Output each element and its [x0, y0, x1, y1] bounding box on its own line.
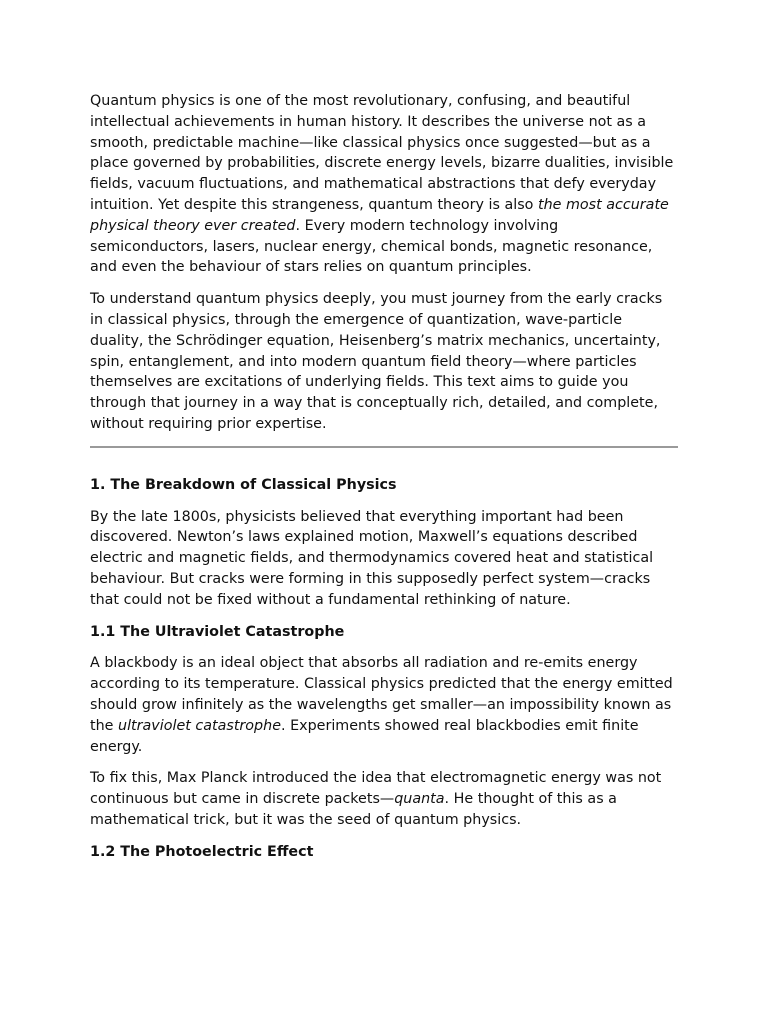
subsection-paragraph-2: To fix this, Max Planck introduced the idea that electromagnetic energy was not continuous but came in discrete packets—quanta. He thought of this as a mathematical trick, but it was the seed of quantum physics. [90, 770, 662, 828]
section-paragraph: By the late 1800s, physicists believed that everything important had been discovered. Newton’s laws explained motion, Maxwell’s equations described electric and magnetic fields, and thermodynamics covered heat and statistical behaviour. But cracks were forming in this supposedly perfect system—cracks that could not be fixed without a fundamental rethinking of nature. [90, 508, 654, 608]
horizontal-divider [90, 446, 678, 448]
subsection-heading: 1.1 The Ultraviolet Catastrophe [90, 623, 345, 640]
intro-paragraph-1: Quantum physics is one of the most revolutionary, confusing, and beautiful intellectual achievements in human history. It describes the universe not as a smooth, predictable machine—like classical physics once suggested—but as a place governed by probabilities, discrete energy levels, bizarre dualities, invisible fields, vacuum fluctuations, and mathematical abstractions that defy everyday intuition. Yet despite this strangeness, quantum theory is also the most accurate physical theory ever created. Every modern technology involving semiconductors, lasers, nuclear energy, chemical bonds, magnetic resonance, and even the behaviour of stars relies on quantum principles. [90, 93, 674, 276]
subsection-paragraph-1: A blackbody is an ideal object that absorbs all radiation and re-emits energy according to its temperature. Classical physics predicted that the energy emitted should grow infinitely as the wavelengths get smaller—an impossibility known as the ultraviolet catastrophe. Experiments showed real blackbodies emit finite energy. [90, 655, 673, 755]
section-heading: 1. The Breakdown of Classical Physics [90, 476, 397, 493]
emphasis-text: quanta [394, 791, 445, 808]
emphasis-text: ultraviolet catastrophe [118, 717, 281, 734]
document-body [90, 91, 678, 874]
emphasis-text: the most accurate physical theory ever created [90, 196, 669, 234]
intro-paragraph-2: To understand quantum physics deeply, you must journey from the early cracks in classical physics, through the emergence of quantization, wave-particle duality, the Schrödinger equation, Heisenberg’s matrix mechanics, uncertainty, spin, entanglement, and into modern quantum field theory—where particles themselves are excitations of underlying fields. This text aims to guide you through that journey in a way that is conceptually rich, detailed, and complete, without requiring prior expertise. [90, 291, 663, 432]
subsection-heading: 1.2 The Photoelectric Effect [90, 843, 314, 860]
